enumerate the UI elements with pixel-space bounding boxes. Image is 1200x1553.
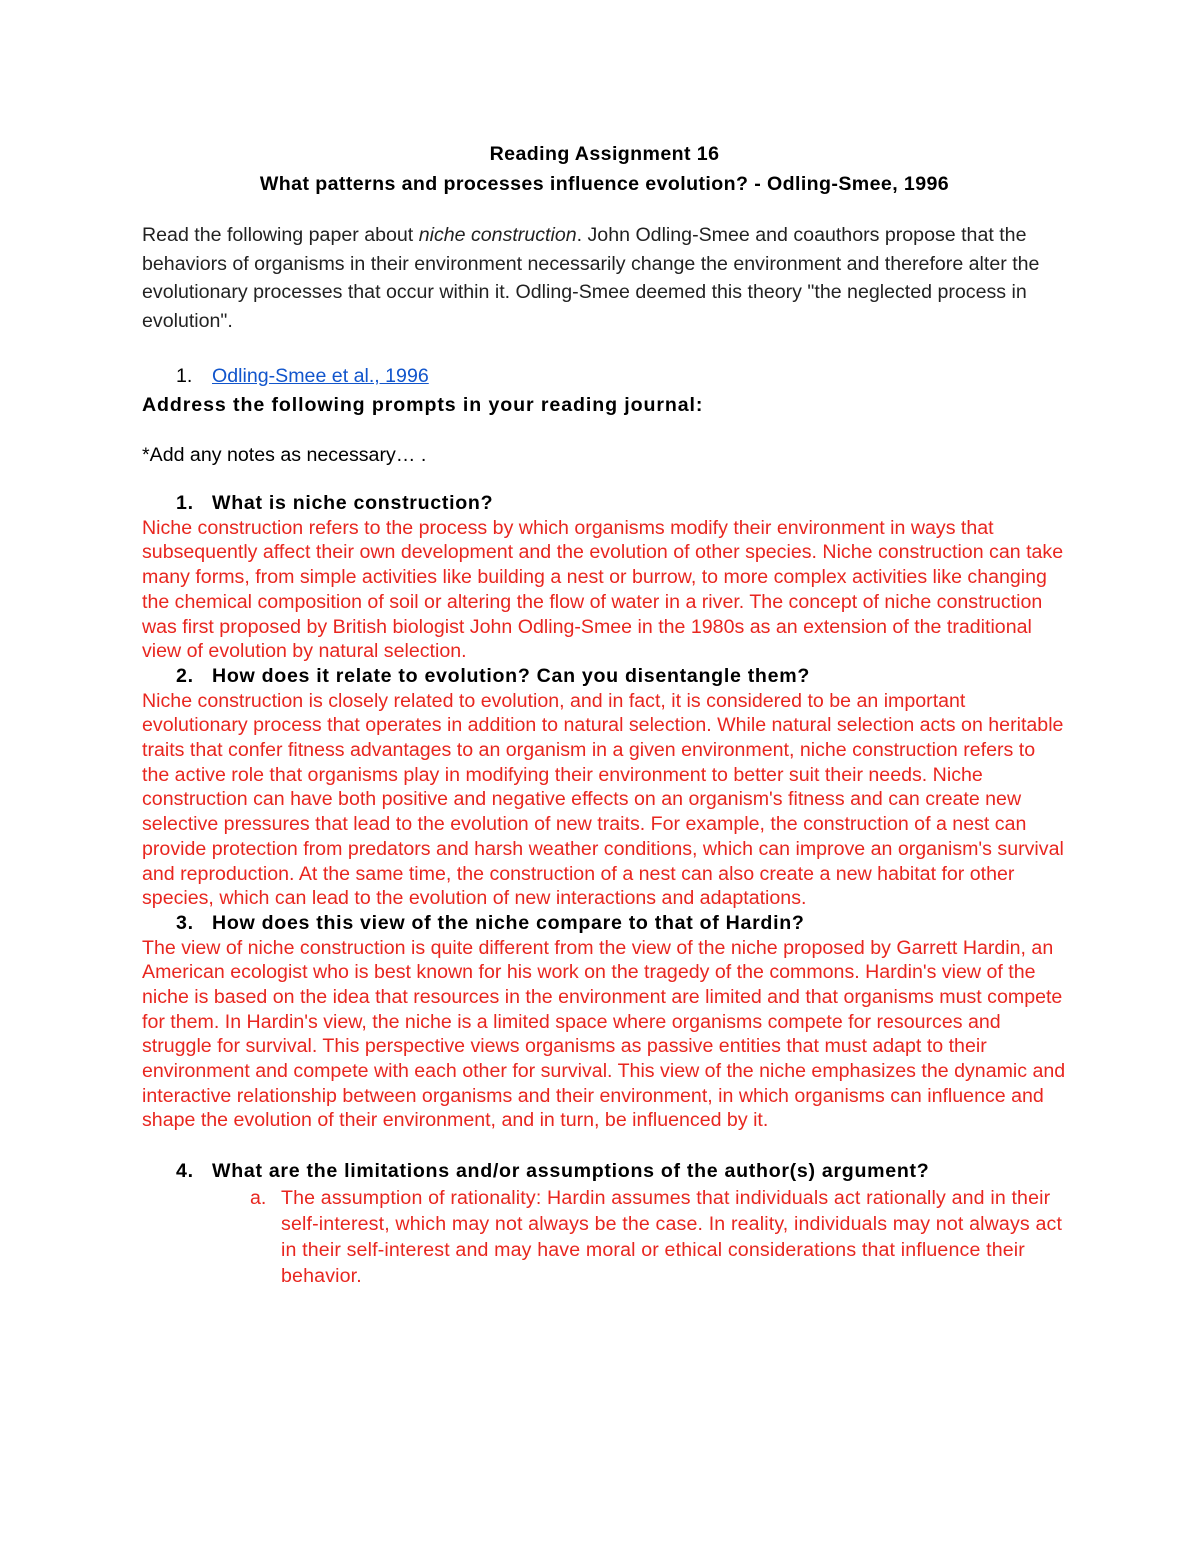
intro-text-start: Read the following paper about xyxy=(142,224,419,247)
reading-list-item xyxy=(142,362,1067,390)
question-text: What are the limitations and/or assumptions of the author(s) argument? xyxy=(212,1160,930,1183)
reading-list-number: 1. xyxy=(176,365,193,388)
question-number: 1. xyxy=(176,492,194,515)
question-text: What is niche construction? xyxy=(212,492,494,515)
sub-item-label: a. xyxy=(250,1186,267,1209)
question-1 xyxy=(142,491,1067,516)
question-2 xyxy=(142,664,1067,689)
question-number: 3. xyxy=(176,911,194,934)
question-number: 4. xyxy=(176,1160,194,1183)
question-text: How does it relate to evolution? Can you disentangle them? xyxy=(212,665,810,687)
question-number: 2. xyxy=(176,665,194,687)
document-title: Reading Assignment 16 xyxy=(489,143,720,165)
intro-italic-term: niche construction xyxy=(418,224,577,247)
intro-paragraph xyxy=(142,221,1067,335)
sub-item-text: The assumption of rationality: Hardin assumes that individuals act rationally and in their self-interest, which may not always be the case. In reality, individuals may not always act in their self-interest and may have moral or ethical considerations that influence their behavior. xyxy=(281,1186,1063,1287)
question-3 xyxy=(142,911,1067,936)
intro-text-end: . John Odling-Smee and coauthors propose that the behaviors of organisms in their environment necessarily change the environment and therefore alter the evolutionary processes that occur within it. Odling-Smee deemed this theory "the neglected process in evolution". xyxy=(142,224,1040,332)
answer-1: Niche construction refers to the process by which organisms modify their environment in ways that subsequently affect their own development and the evolution of other species. Niche construction can take many forms, from simple activities like building a nest or burrow, to more complex activities like changing the chemical composition of soil or altering the flow of water in a river. The concept of niche construction was first proposed by British biologist John Odling-Smee in the 1980s as an extension of the traditional view of evolution by natural selection. xyxy=(142,516,1064,663)
question-text: How does this view of the niche compare to that of Hardin? xyxy=(212,911,805,934)
document-subtitle: What patterns and processes influence evolution? - Odling-Smee, 1996 xyxy=(259,172,950,195)
answer-4-item-a xyxy=(142,1185,1067,1289)
answer-3: The view of niche construction is quite different from the view of the niche proposed by Garrett Hardin, an American ecologist who is best known for his work on the tragedy of the commons. Hardin's view of the niche is based on the idea that resources in the environment are limited and that organisms must compete for them. In Hardin's view, the niche is a limited space where organisms compete for resources and struggle for survival. This perspective views organisms as passive entities that must adapt to their environment and compete with each other for survival. This view of the niche emphasizes the dynamic and interactive relationship between organisms and their environment, in which organisms can influence and shape the evolution of their environment, and in turn, be influenced by it. xyxy=(142,936,1066,1132)
document-body xyxy=(142,138,1067,1289)
journal-heading: Address the following prompts in your reading journal: xyxy=(142,394,704,417)
answer-2: Niche construction is closely related to evolution, and in fact, it is considered to be an important evolutionary process that operates in addition to natural selection. While natural selection acts on heritable traits that confer fitness advantages to an organism in a given environment, niche construction refers to the active role that organisms play in modifying their environment to better suit their needs. Niche construction can have both positive and negative effects on an organism's fitness and can create new selective pressures that lead to the evolution of new traits. For example, the construction of a nest can provide protection from predators and harsh weather conditions, which can improve an organism's survival and reproduction. At the same time, the construction of a nest can also create a new habitat for other species, which can lead to the evolution of new interactions and adaptations. xyxy=(142,689,1064,910)
notes-line: *Add any notes as necessary… . xyxy=(142,444,427,467)
question-4 xyxy=(142,1159,1067,1184)
paper-link[interactable]: Odling-Smee et al., 1996 xyxy=(212,365,429,388)
